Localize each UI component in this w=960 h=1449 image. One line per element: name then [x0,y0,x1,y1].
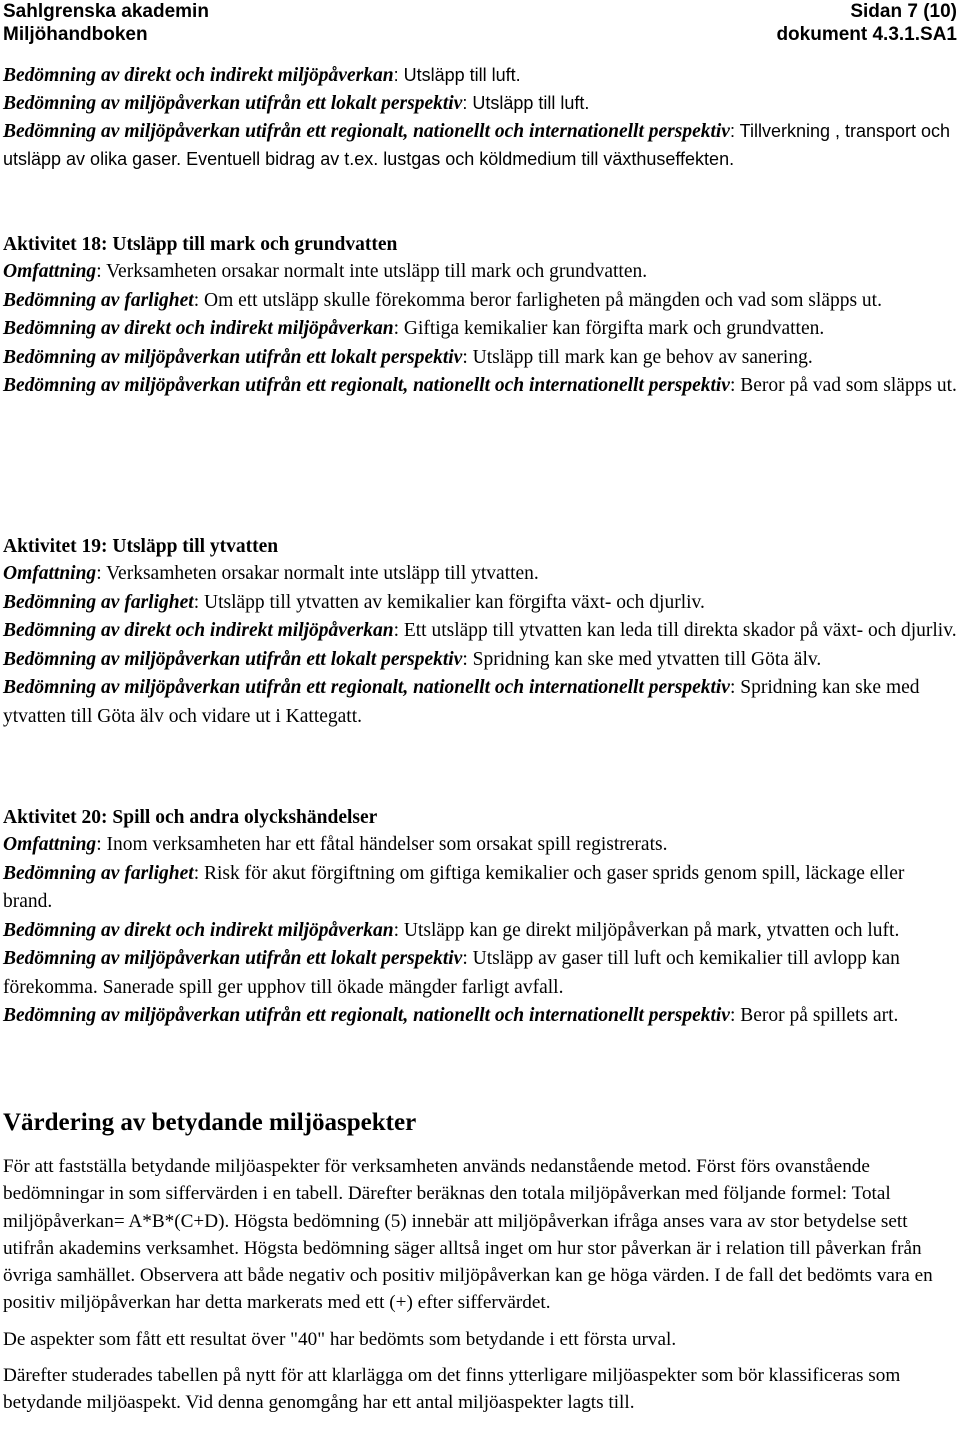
assessment-text: : Verksamheten orsakar normalt inte utsläpp till mark och grundvatten. [96,261,648,282]
assessment-label: Omfattning [3,261,97,282]
assessment-paragraph [3,372,958,401]
assessment-label: Bedömning av miljöpåverkan utifrån ett regionalt, nationellt och internationellt perspektiv [3,375,730,396]
assessment-label: Bedömning av direkt och indirekt miljöpåverkan [3,318,394,339]
page-number: Sidan 7 (10) [850,1,957,22]
assessment-paragraph [3,1002,958,1031]
assessment-text: : Utsläpp till luft. [393,65,521,85]
assessment-paragraph [3,917,958,946]
assessment-text: : Utsläpp av gaser till luft och kemikalier till avlopp kan förekomma. Sanerade spill ger upphov till ökade mängder farligt avfall. [3,948,900,998]
activity-20-section [3,804,958,1031]
assessment-paragraph [3,860,958,917]
assessment-label: Omfattning [3,563,97,584]
assessment-text: : Beror på spillets art. [729,1005,899,1026]
assessment-label: Bedömning av miljöpåverkan utifrån ett lokalt perspektiv [3,948,463,969]
assessment-label: Bedömning av miljöpåverkan utifrån ett regionalt, nationellt och internationellt perspektiv [3,677,730,698]
assessment-text: : Giftiga kemikalier kan förgifta mark och grundvatten. [393,318,825,339]
assessment-text: : Inom verksamheten har ett fåtal händelser som orsakat spill registrerats. [96,834,668,855]
activity-19-section [3,533,958,731]
assessment-paragraph [3,560,958,589]
activity-18-section [3,231,958,401]
assessment-label: Bedömning av farlighet [3,862,194,884]
assessment-label: Bedömning av direkt och indirekt miljöpåverkan [3,65,394,86]
assessment-paragraph [3,315,958,344]
assessment-paragraph [3,589,958,618]
assessment-label: Bedömning av miljöpåverkan utifrån ett lokalt perspektiv [3,93,463,114]
assessment-text: : Beror på vad som släpps ut. [729,375,957,396]
method-paragraph: För att fastställa betydande miljöaspekter för verksamheten används nedanstående metod. Först förs ovanstående bedömningar in som siffervärden i en tabell. Därefter beräknas den totala miljöpåverkan med följande formel: Total miljöpåverkan= A*B*(C+D). Högsta bedömning (5) innebär att miljöpåverkan ifråga anses vara av stor betydelse sett utifrån akademins verksamhet. Högsta bedömning säger alltså inget om hur stor påverkan är i relation till påverkan från övriga samhället. Observera att både negativ och positiv miljöpåverkan kan ge höga värden. I de fall det bedömts vara en positiv miljöpåverkan har detta markerats med ett (+) efter siffervärdet. [3,1156,933,1314]
previous-activity-continuation [3,62,958,174]
assessment-paragraph [3,945,958,1002]
assessment-label: Bedömning av miljöpåverkan utifrån ett lokalt perspektiv [3,346,463,368]
activity-title: Aktivitet 20: Spill och andra olyckshändelser [3,807,378,828]
assessment-text: : Utsläpp till mark kan ge behov av sanering. [462,346,813,368]
threshold-paragraph: De aspekter som fått ett resultat över "40" har bedömts som betydande i ett första urval. [3,1328,677,1350]
activity-title: Aktivitet 19: Utsläpp till ytvatten [3,536,279,557]
assessment-label: Bedömning av miljöpåverkan utifrån ett regionalt, nationellt och internationellt perspektiv [3,121,730,142]
activity-title: Aktivitet 18: Utsläpp till mark och grundvatten [3,234,398,255]
assessment-text: : Utsläpp till ytvatten av kemikalier kan förgifta växt- och djurliv. [193,591,705,613]
document-id: dokument 4.3.1.SA1 [776,24,957,45]
evaluation-section [3,1108,953,1417]
assessment-text: : Risk för akut förgiftning om giftiga kemikalier och gaser sprids genom spill, läckage eller brand. [3,862,905,912]
page-header [0,0,960,50]
assessment-paragraph [3,90,958,118]
assessment-text: : Ett utsläpp till ytvatten kan leda till direkta skador på växt- och djurliv. [393,620,957,641]
assessment-label: Bedömning av direkt och indirekt miljöpåverkan [3,620,394,641]
assessment-paragraph [3,287,958,316]
handbook-name: Miljöhandboken [3,24,148,45]
section-heading: Värdering av betydande miljöaspekter [3,1109,417,1136]
assessment-paragraph [3,674,958,731]
assessment-label: Omfattning [3,834,97,855]
assessment-text: : Tillverkning , transport och utsläpp av olika gaser. Eventuell bidrag av t.ex. lustgas och köldmedium till växthuseffekten. [3,121,951,169]
assessment-paragraph [3,118,958,174]
institution-name: Sahlgrenska akademin [3,1,209,22]
assessment-paragraph [3,62,958,90]
assessment-text: : Verksamheten orsakar normalt inte utsläpp till ytvatten. [96,563,539,584]
assessment-paragraph [3,831,958,860]
assessment-text: : Spridning kan ske med ytvatten till Göta älv och vidare ut i Kattegatt. [3,677,920,727]
assessment-paragraph [3,258,958,287]
assessment-text: : Om ett utsläpp skulle förekomma beror farligheten på mängden och vad som släpps ut. [193,289,882,311]
assessment-label: Bedömning av miljöpåverkan utifrån ett lokalt perspektiv [3,648,463,670]
assessment-paragraph [3,617,958,646]
review-paragraph: Därefter studerades tabellen på nytt för att klarlägga om det finns ytterligare miljöaspekter som bör klassificeras som betydande miljöaspekt. Vid denna genomgång har ett antal miljöaspekter lagts till. [3,1365,901,1414]
assessment-text: : Utsläpp kan ge direkt miljöpåverkan på mark, ytvatten och luft. [393,919,900,941]
assessment-text: : Spridning kan ske med ytvatten till Göta älv. [462,648,822,670]
assessment-label: Bedömning av direkt och indirekt miljöpåverkan [3,919,394,941]
assessment-label: Bedömning av miljöpåverkan utifrån ett regionalt, nationellt och internationellt perspektiv [3,1005,730,1026]
assessment-label: Bedömning av farlighet [3,591,194,613]
assessment-paragraph [3,646,958,675]
assessment-label: Bedömning av farlighet [3,289,194,311]
assessment-text: : Utsläpp till luft. [462,93,590,113]
assessment-paragraph [3,344,958,373]
